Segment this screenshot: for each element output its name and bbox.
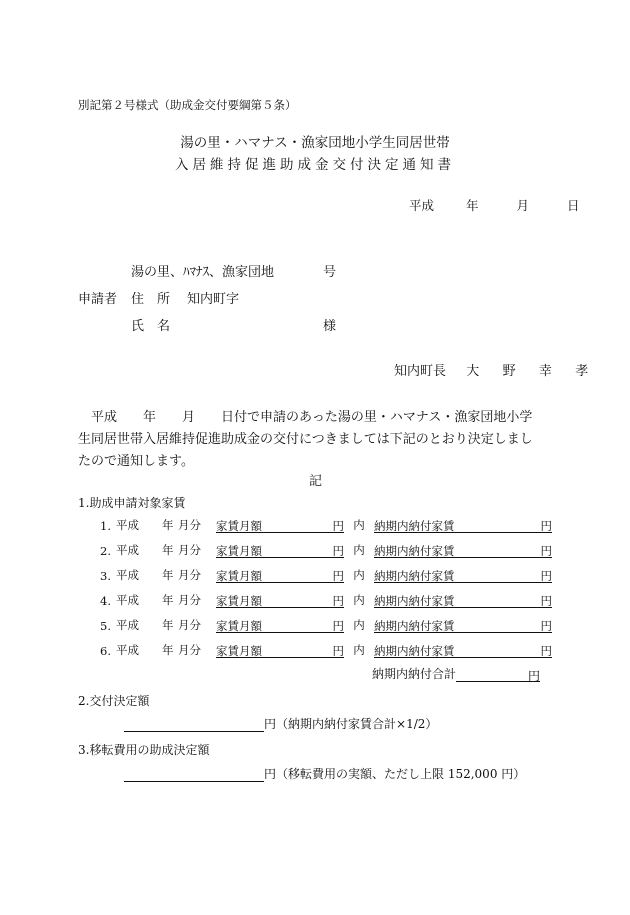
rent-row-6 [100,642,552,658]
relocation-amount-field[interactable] [124,767,264,782]
ki-label: 記 [309,474,323,489]
paid-rent-field[interactable]: 納期内納付家賃 円 [374,519,552,533]
rent-row-2 [100,542,552,558]
issuer-title: 知内町長 [394,364,447,379]
recipient-complex: 湯の里、ﾊﾏﾅｽ、漁家団地 [131,265,275,280]
section3-amount [124,765,525,782]
row-era: 平成 [116,618,139,632]
body-text [78,407,558,473]
section3-yen: 円 [264,767,277,781]
paid-total-label: 納期内納付合計 [372,667,457,681]
document-title-line1: 湯の里・ハマナス・漁家団地小学生同居世帯 [180,135,450,151]
issue-date [409,196,579,214]
row-no: 4. [100,594,111,608]
paid-rent-field[interactable]: 納期内納付家賃 円 [374,594,552,608]
row-month: 月分 [178,518,201,532]
row-no: 1. [100,519,111,533]
rent-monthly-field[interactable]: 家賃月額 円 [216,619,344,633]
applicant-label: 申請者 [78,292,118,307]
paid-rent-field[interactable]: 納期内納付家賃 円 [374,544,552,558]
paid-total-field[interactable]: 円 [456,667,540,682]
recipient-go: 号 [323,265,337,280]
row-year: 年 [162,618,174,632]
section3-note: （移転費用の実額、ただし上限 152,000 円） [276,767,526,781]
section2-amount [124,715,437,732]
date-day: 日 [566,198,580,213]
rent-row-5 [100,617,552,633]
issuer-name-1: 大 [466,364,480,379]
section2-yen: 円 [264,717,277,731]
rent-monthly-field[interactable]: 家賃月額 円 [216,644,344,658]
paid-total [372,665,540,682]
date-era: 平成 [409,198,435,213]
recipient-address-line [131,261,274,280]
address-value: 知内町字 [187,292,240,307]
section2-note: （納期内納付家賃合計×1/2） [276,717,438,731]
rent-monthly-field[interactable]: 家賃月額 円 [216,594,344,608]
row-no: 6. [100,644,111,658]
row-year: 年 [162,543,174,557]
row-nai: 内 [353,518,365,532]
paid-rent-field[interactable]: 納期内納付家賃 円 [374,569,552,583]
body-line-2: 生同居世帯入居維持促進助成金の交付につきましては下記のとおり決定しまし [78,432,533,447]
row-year: 年 [162,568,174,582]
row-year: 年 [162,643,174,657]
row-nai: 内 [353,593,365,607]
row-year: 年 [162,518,174,532]
rent-monthly-field[interactable]: 家賃月額 円 [216,519,344,533]
row-nai: 内 [353,643,365,657]
issuer [394,360,588,379]
row-nai: 内 [353,543,365,557]
rent-monthly-field[interactable]: 家賃月額 円 [216,569,344,583]
row-month: 月分 [178,593,201,607]
row-era: 平成 [116,593,139,607]
row-month: 月分 [178,568,201,582]
rent-monthly-field[interactable]: 家賃月額 円 [216,544,344,558]
rent-row-1 [100,517,552,533]
body-line-3: たので通知します。 [78,454,194,469]
row-nai: 内 [353,568,365,582]
grant-amount-field[interactable] [124,717,264,732]
row-era: 平成 [116,643,139,657]
row-no: 3. [100,569,111,583]
section1-heading: 1.助成申請対象家賃 [78,496,186,510]
sama-label: 様 [323,319,337,334]
issuer-name-3: 幸 [538,364,552,379]
section3-heading: 3.移転費用の助成決定額 [78,743,210,757]
date-month: 月 [516,198,529,213]
row-era: 平成 [116,568,139,582]
name-label: 氏 名 [131,319,171,334]
rent-row-4 [100,592,552,608]
form-reference: 別記第２号様式（助成金交付要綱第５条） [78,98,297,112]
body-line-1: 平成 年 月 日付で申請のあった湯の里・ハマナス・漁家団地小学 [78,410,533,425]
address-label: 住 所 [131,292,171,307]
row-era: 平成 [116,543,139,557]
rent-row-3 [100,567,552,583]
paid-rent-field[interactable]: 納期内納付家賃 円 [374,619,552,633]
row-era: 平成 [116,518,139,532]
date-year: 年 [465,198,479,213]
section2-heading: 2.交付決定額 [78,694,150,708]
row-no: 2. [100,544,111,558]
row-month: 月分 [178,618,201,632]
row-no: 5. [100,619,111,633]
row-month: 月分 [178,643,201,657]
issuer-name-4: 孝 [575,364,589,379]
row-year: 年 [162,593,174,607]
document-title-line2: 入居維持促進助成金交付決定通知書 [175,157,455,173]
row-month: 月分 [178,543,201,557]
rent-rows [100,517,560,667]
paid-rent-field[interactable]: 納期内納付家賃 円 [374,644,552,658]
row-nai: 内 [353,618,365,632]
issuer-name-2: 野 [502,364,516,379]
